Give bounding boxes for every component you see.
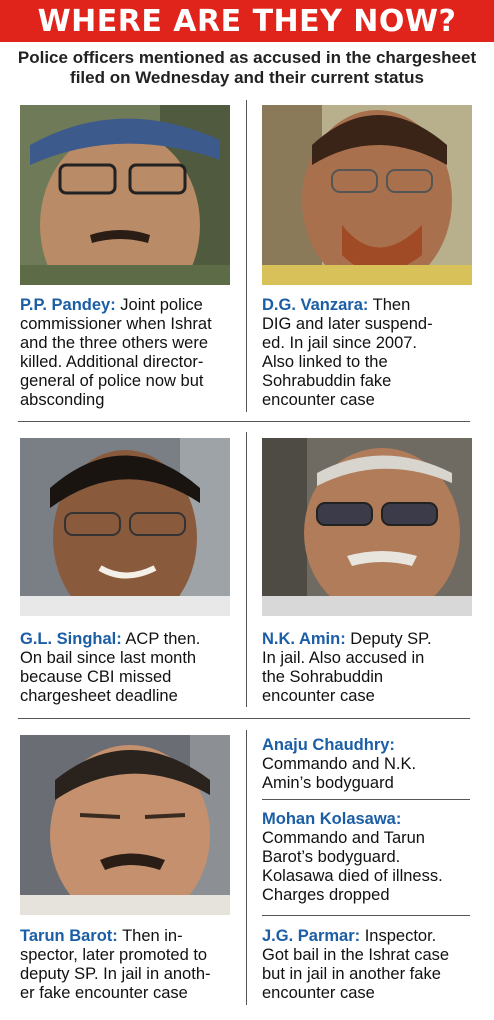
caption-line: Amin’s bodyguard bbox=[262, 774, 394, 792]
caption-line: deputy SP. In jail in anoth- bbox=[20, 965, 211, 983]
caption-line: er fake encounter case bbox=[20, 984, 188, 1002]
officer-name: P.P. Pandey: bbox=[20, 296, 116, 314]
caption-line: and the three others were bbox=[20, 334, 209, 352]
photo-dg-vanzara bbox=[262, 105, 472, 285]
row-divider bbox=[18, 421, 470, 422]
page-title: WHERE ARE THEY NOW? bbox=[37, 3, 457, 39]
caption-line: Sohrabuddin fake bbox=[262, 372, 392, 390]
caption-line: because CBI missed bbox=[20, 668, 172, 686]
caption-line: encounter case bbox=[262, 984, 375, 1002]
officer-name: N.K. Amin: bbox=[262, 630, 346, 648]
caption-line: killed. Additional director- bbox=[20, 353, 204, 371]
officer-name: D.G. Vanzara: bbox=[262, 296, 369, 314]
photo-nk-amin bbox=[262, 438, 472, 616]
officer-desc: Inspector. bbox=[360, 927, 437, 945]
officer-desc: Deputy SP. bbox=[345, 630, 432, 648]
caption-line: DIG and later suspend- bbox=[262, 315, 433, 333]
officer-name: Mohan Kolasawa: bbox=[262, 810, 402, 828]
column-divider bbox=[246, 730, 247, 1005]
officer-name: J.G. Parmar: bbox=[262, 927, 361, 945]
caption-nk-amin bbox=[262, 630, 477, 706]
caption-line: On bail since last month bbox=[20, 649, 197, 667]
item-divider bbox=[262, 799, 470, 800]
caption-line: absconding bbox=[20, 391, 105, 409]
caption-line: Commando and Tarun bbox=[262, 829, 425, 847]
photo-pp-pandey bbox=[20, 105, 230, 285]
caption-line bbox=[20, 927, 242, 946]
column-divider bbox=[246, 100, 247, 412]
photo-gl-singhal bbox=[20, 438, 230, 616]
caption-line: ed. In jail since 2007. bbox=[262, 334, 418, 352]
caption-line: Kolasawa died of illness. bbox=[262, 867, 443, 885]
caption-line: but in jail in another fake bbox=[262, 965, 441, 983]
officer-desc: Then in- bbox=[117, 927, 183, 945]
caption-line: general of police now but bbox=[20, 372, 204, 390]
caption-mohan-kolasawa bbox=[262, 810, 477, 905]
caption-line: commissioner when Ishrat bbox=[20, 315, 212, 333]
caption-line bbox=[262, 296, 477, 315]
caption-dg-vanzara bbox=[262, 296, 477, 410]
caption-line bbox=[262, 927, 477, 946]
caption-line: Charges dropped bbox=[262, 886, 390, 904]
column-divider bbox=[246, 432, 247, 707]
caption-line: Commando and N.K. bbox=[262, 755, 417, 773]
caption-gl-singhal bbox=[20, 630, 242, 706]
caption-line bbox=[20, 630, 242, 649]
caption-tarun-barot bbox=[20, 927, 242, 1003]
caption-line: the Sohrabuddin bbox=[262, 668, 384, 686]
row-divider bbox=[18, 718, 470, 719]
title-banner bbox=[0, 0, 494, 42]
caption-anaju-chaudhry bbox=[262, 736, 477, 793]
officer-desc: ACP then. bbox=[121, 630, 201, 648]
subtitle-line: filed on Wednesday and their current status bbox=[70, 68, 424, 87]
caption-line: chargesheet deadline bbox=[20, 687, 178, 705]
caption-line bbox=[262, 630, 477, 649]
subtitle-line: Police officers mentioned as accused in the chargesheet bbox=[17, 48, 477, 67]
subtitle bbox=[0, 48, 494, 88]
officer-desc: Then bbox=[368, 296, 411, 314]
caption-line: Got bail in the Ishrat case bbox=[262, 946, 450, 964]
caption-line: Also linked to the bbox=[262, 353, 388, 371]
item-divider bbox=[262, 915, 470, 916]
officer-name: G.L. Singhal: bbox=[20, 630, 122, 648]
caption-pp-pandey bbox=[20, 296, 242, 410]
officer-name: Tarun Barot: bbox=[20, 927, 118, 945]
officer-desc: Joint police bbox=[115, 296, 203, 314]
caption-line bbox=[20, 296, 242, 315]
photo-tarun-barot bbox=[20, 735, 230, 915]
caption-line: spector, later promoted to bbox=[20, 946, 208, 964]
caption-line: Barot’s bodyguard. bbox=[262, 848, 401, 866]
officer-name: Anaju Chaudhry: bbox=[262, 736, 395, 754]
caption-line: encounter case bbox=[262, 391, 375, 409]
caption-line: encounter case bbox=[262, 687, 375, 705]
caption-line: In jail. Also accused in bbox=[262, 649, 425, 667]
caption-jg-parmar bbox=[262, 927, 477, 1003]
